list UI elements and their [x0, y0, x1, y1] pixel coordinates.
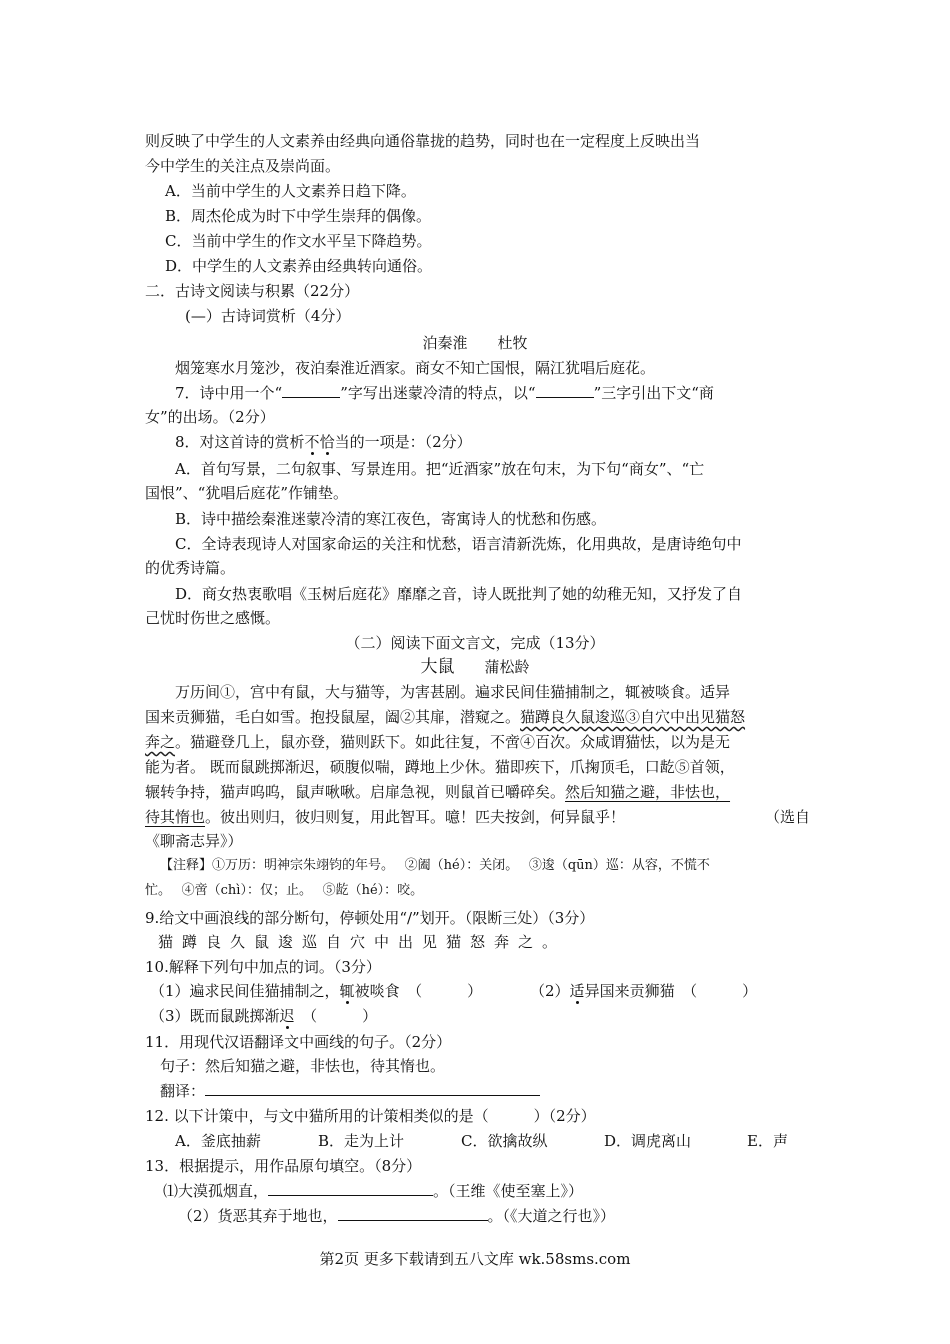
q8-option-d-line-2: 己忧时伤世之感慨。	[145, 609, 281, 627]
option-d: D．中学生的人文素养由经典转向通俗。	[165, 257, 433, 275]
passage-line-1: 万历间①，宫中有鼠，大与猫等，为害甚剧。遍求民间佳猫捕制之，辄被啖食。适异	[175, 683, 731, 701]
question-12: 12. 以下计策中，与文中猫所用的计策相类似的是（ ）（2分）	[145, 1107, 596, 1125]
wavy-underlined-text: 奔之	[145, 733, 176, 751]
q12-option-e: E．声	[747, 1132, 788, 1150]
q12-option-b: B．走为上计	[318, 1132, 405, 1150]
source-label: （选自	[765, 808, 811, 826]
fill-blank[interactable]	[338, 1205, 488, 1221]
question-9-text: 猫蹲良久鼠逡巡自穴中出见猫怒奔之。	[158, 933, 567, 951]
q8-option-d-line-1: D．商女热衷歌唱《玉树后庭花》靡靡之音，诗人既批判了她的幼稚无知，又抒发了自	[175, 585, 743, 603]
q11-sentence: 句子：然后知猫之避，非怯也，待其惰也。	[160, 1057, 446, 1075]
source-book: 《聊斋志异》）	[145, 832, 243, 850]
part-1-title: (—）古诗词赏析（4分）	[185, 307, 351, 325]
q8-option-a-line-2: 国恨”、“犹唱后庭花”作铺垫。	[145, 484, 349, 502]
passage-title: 大鼠	[420, 657, 455, 677]
page-footer: 第2页 更多下载请到五八文库 wk.58sms.com	[319, 1250, 631, 1268]
poem-author: 杜牧	[497, 334, 528, 352]
passage-line-6: 待其惰也。彼出则归，彼归则复，用此智耳。噫！匹夫按剑，何异鼠乎！	[145, 808, 626, 826]
question-7: 7．诗中用一个“ ”字写出迷蒙冷清的特点，以“ ”三字引出下文“商	[175, 384, 714, 402]
option-a: A．当前中学生的人文素养日趋下降。	[165, 182, 416, 200]
translation-blank[interactable]	[205, 1080, 540, 1096]
section-2-title: 二．古诗文阅读与积累（22分）	[145, 282, 360, 300]
q8-option-c-line-1: C．全诗表现诗人对国家命运的关注和忧愁，语言清新洗炼，化用典故，是唐诗绝句中	[175, 535, 742, 553]
part-2-heading: （二）阅读下面文言文，完成（13分）	[345, 634, 605, 652]
option-b: B．周杰伦成为时下中学生崇拜的偶像。	[165, 207, 432, 225]
question-8: 8．对这首诗的赏析不恰当的一项是：（2分）	[175, 433, 472, 451]
fill-blank[interactable]	[268, 1180, 433, 1196]
q12-option-d: D．调虎离山	[604, 1132, 692, 1150]
passage-author: 蒲松龄	[484, 658, 530, 676]
question-9: 9.给文中画浪线的部分断句，停顿处用“/”划开。（限断三处）（3分）	[145, 909, 595, 927]
q13-item-2: （2）货恶其弃于地也， 。（《大道之行也》）	[178, 1207, 616, 1225]
question-11: 11．用现代汉语翻译文中画线的句子。（2分）	[145, 1033, 452, 1051]
q12-option-a: A．釜底抽薪	[175, 1132, 261, 1150]
poem-title: 泊秦淮	[422, 334, 468, 352]
q8-option-b: B．诗中描绘秦淮迷蒙冷清的寒江夜色，寄寓诗人的忧愁和伤感。	[175, 510, 607, 528]
question-13: 13．根据提示，用作品原句填空。（8分）	[145, 1157, 422, 1175]
intro-line-2: 今中学生的关注点及崇尚面。	[145, 157, 341, 175]
option-c: C．当前中学生的作文水平呈下降趋势。	[165, 232, 432, 250]
q8-option-a-line-1: A．首句写景，二句叙事、写景连用。把“近酒家”放在句末，为下句“商女”、“亡	[175, 460, 705, 478]
passage-line-4: 能为者。 既而鼠跳掷渐迟，硕腹似喘，蹲地上少休。猫即疾下，爪掬顶毛，口龁⑤首领，	[145, 758, 735, 776]
wavy-underlined-text: 猫蹲良久鼠逡巡③自穴中出见猫怒	[520, 708, 746, 726]
poem-heading	[0, 332, 950, 354]
passage-line-2: 国来贡狮猫，毛白如雪。抱投鼠屋，阖②其扉，潜窥之。猫蹲良久鼠逡巡③自穴中出见猫怒	[145, 708, 746, 726]
q8-option-c-line-2: 的优秀诗篇。	[145, 559, 236, 577]
notes-line-2: 忙。 ④啻（chì）：仅；止。 ⑤龁（hé）：咬。	[145, 883, 424, 898]
poem-text: 烟笼寒水月笼沙，夜泊秦淮近酒家。商女不知亡国恨，隔江犹唱后庭花。	[175, 359, 656, 377]
passage-line-5: 辗转争持，猫声呜呜，鼠声啾啾。启扉急视，则鼠首已嚼碎矣。然后知猫之避，非怯也，	[145, 783, 731, 801]
notes-line-1: 【注释】①万历：明神宗朱翊钧的年号。 ②阖（hé）：关闭。 ③逡（qūn）巡：从容，不慌不	[160, 858, 710, 873]
q12-option-c: C．欲擒故纵	[461, 1132, 548, 1150]
passage-heading	[0, 656, 950, 678]
q10-item-2: （2）适异国来贡狮猫 （ ）	[530, 982, 758, 1000]
question-7-line-2: 女”的出场。（2分）	[145, 408, 275, 426]
question-10: 10.解释下列句中加点的词。（3分）	[145, 958, 381, 976]
q11-translate: 翻译：	[160, 1080, 540, 1102]
q10-item-1: （1）遍求民间佳猫捕制之，辄被啖食 （ ）	[150, 982, 483, 1000]
answer-blank[interactable]	[536, 382, 594, 398]
q10-item-3: （3）既而鼠跳掷渐迟 （ ）	[150, 1007, 378, 1025]
q13-item-1: ⑴大漠孤烟直， 。（王维《使至塞上》）	[163, 1182, 584, 1200]
answer-blank[interactable]	[282, 382, 340, 398]
intro-line-1: 则反映了中学生的人文素养由经典向通俗靠拢的趋势，同时也在一定程度上反映出当	[145, 132, 701, 150]
underlined-sentence: 然后知猫之避，非怯也，	[565, 783, 731, 801]
underlined-sentence: 待其惰也	[145, 808, 206, 826]
passage-line-3: 奔之。猫避登几上，鼠亦登，猫则跃下。如此往复，不啻④百次。众咸谓猫怯，以为是无	[145, 733, 731, 751]
